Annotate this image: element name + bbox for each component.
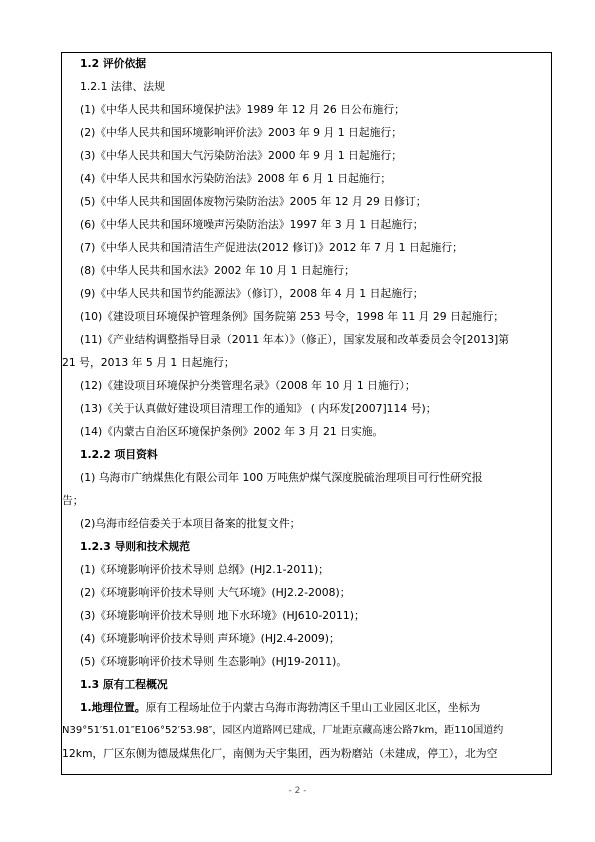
subsection-heading: 1.2.3 导则和技术规范 [80,540,191,553]
list-item: (4)《环境影响评价技术导则 声环境》(HJ2.4-2009)； [80,632,340,645]
content-frame [61,52,552,775]
page-number: - 2 - [288,786,307,796]
list-item: (9)《中华人民共和国节约能源法》（修订），2008 年 4 月 1 日起施行； [80,287,424,300]
list-item: (5)《环境影响评价技术导则 生态影响》(HJ19-2011)。 [80,655,348,668]
list-item: (8)《中华人民共和国水法》2002 年 10 月 1 日起施行； [80,264,355,277]
section-heading: 1.2 评价依据 [80,57,147,70]
subsection-heading: 1.2.1 法律、法规 [80,80,165,93]
list-item: (11)《产业结构调整指导目录（2011 年本）》（修正），国家发展和改革委员会令[2013]第 [80,333,510,346]
list-item: (12)《建设项目环境保护分类管理名录》（2008 年 10 月 1 日施行）； [80,379,416,392]
list-item: (14)《内蒙古自治区环境保护条例》2002 年 3 月 21 日实施。 [80,425,384,438]
list-item: (5)《中华人民共和国固体废物污染防治法》2005 年 12 月 29 日修订； [80,195,427,208]
list-item-continuation: 告； [62,494,84,507]
list-item: (3)《环境影响评价技术导则 地下水环境》(HJ610-2011)； [80,609,365,622]
list-item: (3)《中华人民共和国大气污染防治法》2000 年 9 月 1 日起施行； [80,149,402,162]
list-item: (13)《关于认真做好建设项目清理工作的通知》 ( 内环发[2007]114 号)； [80,402,437,415]
list-item: (1)《中华人民共和国环境保护法》1989 年 12 月 26 日公布施行； [80,103,405,116]
section-heading: 1.3 原有工程概况 [80,678,168,691]
list-item: (1) 乌海市广纳煤焦化有限公司年 100 万吨焦炉煤气深度脱硫治理项目可行性研究报 [80,471,483,484]
paragraph-line: 12km，厂区东侧为德晟煤焦化厂，南侧为天宇集团，西为粉磨站（未建成，停工），北为空 [62,747,498,760]
list-item: (1)《环境影响评价技术导则 总纲》(HJ2.1-2011)； [80,563,329,576]
list-item: (2)《中华人民共和国环境影响评价法》2003 年 9 月 1 日起施行； [80,126,402,139]
list-item: (4)《中华人民共和国水污染防治法》2008 年 6 月 1 日起施行； [80,172,392,185]
list-item-continuation: 21 号，2013 年 5 月 1 日起施行； [62,356,235,369]
list-item: (6)《中华人民共和国环境噪声污染防治法》1997 年 3 月 1 日起施行； [80,218,424,231]
paragraph-line: N39°51′51.01″E106°52′53.98″，园区内道路网已建成，厂址距京藏高速公路7km，距110国道约 [62,725,504,736]
list-item: (2)乌海市经信委关于本项目备案的批复文件； [80,517,301,530]
subsection-heading: 1.2.2 项目资料 [80,448,158,461]
paragraph-lead: 1.地理位置。 [80,701,146,714]
list-item: (2)《环境影响评价技术导则 大气环境》(HJ2.2-2008)； [80,586,351,599]
list-item: (10)《建设项目环境保护管理条例》国务院第 253 号令，1998 年 11 月 29 日起施行； [80,310,505,323]
paragraph-text: 原有工程场址位于内蒙古乌海市海勃湾区千里山工业园区北区，坐标为 [145,701,481,714]
paragraph-line [80,701,480,715]
list-item: (7)《中华人民共和国清洁生产促进法(2012 修订)》2012 年 7 月 1 日起施行； [80,241,463,254]
